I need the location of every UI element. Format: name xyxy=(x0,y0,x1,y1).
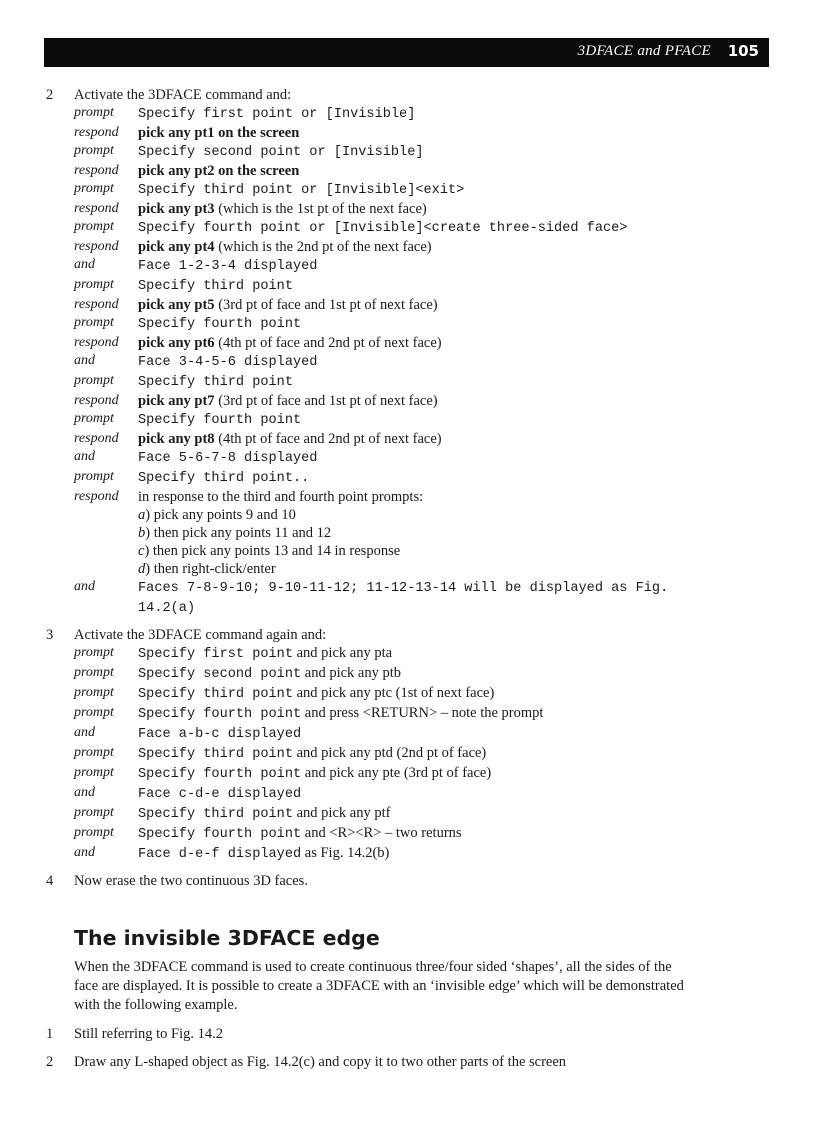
row-text xyxy=(138,276,684,296)
step-intro: Activate the 3DFACE command and: xyxy=(74,87,292,103)
dialogue-row xyxy=(74,296,684,314)
row-label: prompt xyxy=(74,277,114,292)
row-text-segment: and pick any ptf xyxy=(293,805,391,821)
dialogue-row xyxy=(74,560,684,578)
row-text-segment: (3rd pt of face and 1st pt of next face) xyxy=(214,393,438,409)
row-label: and xyxy=(74,845,95,860)
row-label: prompt xyxy=(74,411,114,426)
dialogue-row xyxy=(74,644,684,664)
row-label: prompt xyxy=(74,469,114,484)
row-text-segment: Specify fourth point xyxy=(138,413,302,428)
row-text-segment: Face a-b-c displayed xyxy=(138,727,302,742)
dialogue-row xyxy=(74,744,684,764)
dialogue-row xyxy=(74,256,684,276)
row-text-segment: Specify first point xyxy=(138,647,293,662)
row-text xyxy=(138,256,684,276)
page-content xyxy=(44,86,684,1071)
row-text xyxy=(138,200,684,218)
row-text xyxy=(138,334,684,352)
row-text-segment: Specify fourth point xyxy=(138,827,302,842)
row-text xyxy=(138,824,684,844)
row-text xyxy=(138,124,684,142)
section-item-2 xyxy=(44,1053,684,1071)
row-text xyxy=(138,218,684,238)
row-label xyxy=(74,524,138,542)
row-label: prompt xyxy=(74,805,114,820)
row-label: prompt xyxy=(74,765,114,780)
row-text-segment: pick any pt6 xyxy=(138,335,215,351)
row-label: prompt xyxy=(74,665,114,680)
row-label: and xyxy=(74,579,95,594)
row-text-segment: d xyxy=(138,561,146,577)
step-2 xyxy=(44,86,684,618)
dialogue-row xyxy=(74,784,684,804)
step-text: Now erase the two continuous 3D faces. xyxy=(74,873,308,889)
row-text xyxy=(138,430,684,448)
dialogue-row xyxy=(74,524,684,542)
row-text-segment: Face 3-4-5-6 displayed xyxy=(138,355,318,370)
row-text xyxy=(138,162,684,180)
row-text-segment: Specify third point xyxy=(138,375,293,390)
row-label: prompt xyxy=(74,315,114,330)
row-text-segment: pick any pt2 on the screen xyxy=(138,163,300,179)
row-text xyxy=(138,488,684,506)
row-text-segment: Specify third point xyxy=(138,807,293,822)
step-intro: Activate the 3DFACE command again and: xyxy=(74,627,327,643)
row-text-segment: (which is the 1st pt of the next face) xyxy=(214,201,427,217)
row-text xyxy=(138,524,684,542)
row-label: prompt xyxy=(74,705,114,720)
dialogue-row xyxy=(74,542,684,560)
row-text-segment: Face 1-2-3-4 displayed xyxy=(138,259,318,274)
dialogue-row xyxy=(74,844,684,864)
row-text-segment: and <R><R> – two returns xyxy=(301,825,462,841)
row-label: respond xyxy=(74,489,119,504)
row-text-segment: pick any pt1 on the screen xyxy=(138,125,300,141)
row-text xyxy=(138,542,684,560)
row-label: prompt xyxy=(74,373,114,388)
dialogue-row xyxy=(74,448,684,468)
row-text xyxy=(138,684,684,704)
row-text-segment: and pick any ptc (1st of next face) xyxy=(293,685,495,701)
row-label: and xyxy=(74,785,95,800)
row-text-segment: Specify second point xyxy=(138,667,302,682)
row-text-segment: Specify second point or [Invisible] xyxy=(138,145,424,160)
row-label: respond xyxy=(74,239,119,254)
row-text-segment: Specify third point or [Invisible]<exit> xyxy=(138,183,465,198)
dialogue-row xyxy=(74,200,684,218)
row-text-segment: and pick any ptd (2nd pt of face) xyxy=(293,745,487,761)
row-text xyxy=(138,784,684,804)
step-number: 2 xyxy=(46,87,54,103)
step-number: 3 xyxy=(46,627,54,643)
row-text-segment: (4th pt of face and 2nd pt of next face) xyxy=(214,431,442,447)
row-label: and xyxy=(74,353,95,368)
running-header xyxy=(44,38,769,67)
row-text xyxy=(138,764,684,784)
row-text-segment: c xyxy=(138,543,145,559)
row-text-segment: and pick any pte (3rd pt of face) xyxy=(301,765,492,781)
row-text-segment: Specify fourth point xyxy=(138,767,302,782)
row-text xyxy=(138,314,684,334)
row-text-segment: ) pick any points 9 and 10 xyxy=(145,507,296,523)
row-label: respond xyxy=(74,297,119,312)
row-label: respond xyxy=(74,393,119,408)
row-label: prompt xyxy=(74,825,114,840)
row-text-segment: Face 5-6-7-8 displayed xyxy=(138,451,318,466)
row-text-segment: ) then pick any points 13 and 14 in response xyxy=(144,543,401,559)
dialogue-row xyxy=(74,430,684,448)
row-text-segment: (3rd pt of face and 1st pt of next face) xyxy=(214,297,438,313)
row-text-segment: Specify third point.. xyxy=(138,471,310,486)
row-text-segment: in response to the third and fourth point prompts: xyxy=(138,489,424,505)
dialogue-row xyxy=(74,218,684,238)
row-text-segment: (which is the 2nd pt of the next face) xyxy=(214,239,432,255)
item-text: Still referring to Fig. 14.2 xyxy=(74,1026,224,1042)
dialogue-row xyxy=(74,578,684,618)
row-text-segment: pick any pt3 xyxy=(138,201,215,217)
row-text-segment: and pick any pta xyxy=(293,645,393,661)
row-text-segment: Specify third point xyxy=(138,279,293,294)
row-label: prompt xyxy=(74,143,114,158)
row-text-segment: Specify fourth point xyxy=(138,317,302,332)
dialogue-row xyxy=(74,410,684,430)
row-text xyxy=(138,352,684,372)
row-label: respond xyxy=(74,201,119,216)
row-text xyxy=(138,506,684,524)
dialogue-row xyxy=(74,468,684,488)
dialogue-row xyxy=(74,664,684,684)
row-label: prompt xyxy=(74,105,114,120)
row-label: prompt xyxy=(74,645,114,660)
row-label xyxy=(74,560,138,578)
row-text-segment: b xyxy=(138,525,146,541)
row-text-segment: Specify fourth point xyxy=(138,707,302,722)
row-text-segment: pick any pt5 xyxy=(138,297,215,313)
dialogue-row xyxy=(74,704,684,724)
dialogue-list xyxy=(74,644,684,864)
dialogue-row xyxy=(74,764,684,784)
row-text-segment: Faces 7-8-9-10; 9-10-11-12; 11-12-13-14 will be displayed as Fig. 14.2(a) xyxy=(138,581,669,616)
row-text xyxy=(138,468,684,488)
dialogue-row xyxy=(74,180,684,200)
row-text xyxy=(138,104,684,124)
row-text xyxy=(138,578,684,618)
dialogue-row xyxy=(74,372,684,392)
dialogue-row xyxy=(74,804,684,824)
row-label xyxy=(74,542,138,560)
row-label: respond xyxy=(74,431,119,446)
row-text xyxy=(138,180,684,200)
row-text-segment: Specify third point xyxy=(138,687,293,702)
row-text xyxy=(138,804,684,824)
step-4 xyxy=(44,872,684,890)
row-label: respond xyxy=(74,335,119,350)
row-text xyxy=(138,238,684,256)
row-label: and xyxy=(74,257,95,272)
row-text xyxy=(138,296,684,314)
section-paragraph: When the 3DFACE command is used to create continuous three/four sided ‘shapes’, all the sides of the face are displayed. It is possible to create a 3DFACE with an ‘invisible edge’ which will be demonstrated with the following example. xyxy=(74,959,684,1013)
row-text-segment: pick any pt4 xyxy=(138,239,215,255)
row-text xyxy=(138,724,684,744)
dialogue-row xyxy=(74,142,684,162)
row-text-segment: Specify fourth point or [Invisible]<create three-sided face> xyxy=(138,221,628,236)
row-text-segment: as Fig. 14.2(b) xyxy=(301,845,390,861)
row-label: and xyxy=(74,449,95,464)
row-text-segment: Face c-d-e displayed xyxy=(138,787,302,802)
row-text-segment: ) then right-click/enter xyxy=(145,561,276,577)
row-text xyxy=(138,448,684,468)
row-text xyxy=(138,844,684,864)
row-text-segment: Face d-e-f displayed xyxy=(138,847,302,862)
section-heading: The invisible 3DFACE edge xyxy=(74,926,380,950)
row-text-segment: ) then pick any points 11 and 12 xyxy=(145,525,332,541)
row-text-segment: pick any pt7 xyxy=(138,393,215,409)
dialogue-row xyxy=(74,724,684,744)
item-number: 1 xyxy=(46,1026,54,1042)
page-number: 105 xyxy=(727,42,759,60)
row-label: prompt xyxy=(74,685,114,700)
row-text-segment: Specify first point or [Invisible] xyxy=(138,107,416,122)
row-text xyxy=(138,644,684,664)
step-3 xyxy=(44,626,684,864)
row-label: prompt xyxy=(74,181,114,196)
row-text xyxy=(138,372,684,392)
row-label: prompt xyxy=(74,745,114,760)
row-text-segment: pick any pt8 xyxy=(138,431,215,447)
dialogue-row xyxy=(74,334,684,352)
item-text: Draw any L-shaped object as Fig. 14.2(c) and copy it to two other parts of the screen xyxy=(74,1054,567,1070)
dialogue-row xyxy=(74,276,684,296)
dialogue-row xyxy=(74,824,684,844)
row-label: prompt xyxy=(74,219,114,234)
row-text xyxy=(138,410,684,430)
row-text xyxy=(138,664,684,684)
row-label: respond xyxy=(74,163,119,178)
header-title: 3DFACE and PFACE xyxy=(577,43,711,59)
row-text-segment: (4th pt of face and 2nd pt of next face) xyxy=(214,335,442,351)
dialogue-row xyxy=(74,104,684,124)
row-label: and xyxy=(74,725,95,740)
dialogue-row xyxy=(74,684,684,704)
row-text-segment: Specify third point xyxy=(138,747,293,762)
row-text xyxy=(138,744,684,764)
dialogue-row xyxy=(74,162,684,180)
section-item-1 xyxy=(44,1025,684,1043)
row-text xyxy=(138,560,684,578)
dialogue-row xyxy=(74,392,684,410)
row-label: respond xyxy=(74,125,119,140)
row-text-segment: and press <RETURN> – note the prompt xyxy=(301,705,544,721)
dialogue-row xyxy=(74,314,684,334)
row-text xyxy=(138,142,684,162)
row-text xyxy=(138,704,684,724)
dialogue-row xyxy=(74,352,684,372)
dialogue-row xyxy=(74,488,684,506)
row-text-segment: a xyxy=(138,507,146,523)
row-text xyxy=(138,392,684,410)
dialogue-row xyxy=(74,124,684,142)
dialogue-row xyxy=(74,506,684,524)
row-text-segment: and pick any ptb xyxy=(301,665,402,681)
step-number: 4 xyxy=(46,873,54,889)
dialogue-row xyxy=(74,238,684,256)
item-number: 2 xyxy=(46,1054,54,1070)
row-label xyxy=(74,506,138,524)
dialogue-list xyxy=(74,104,684,618)
